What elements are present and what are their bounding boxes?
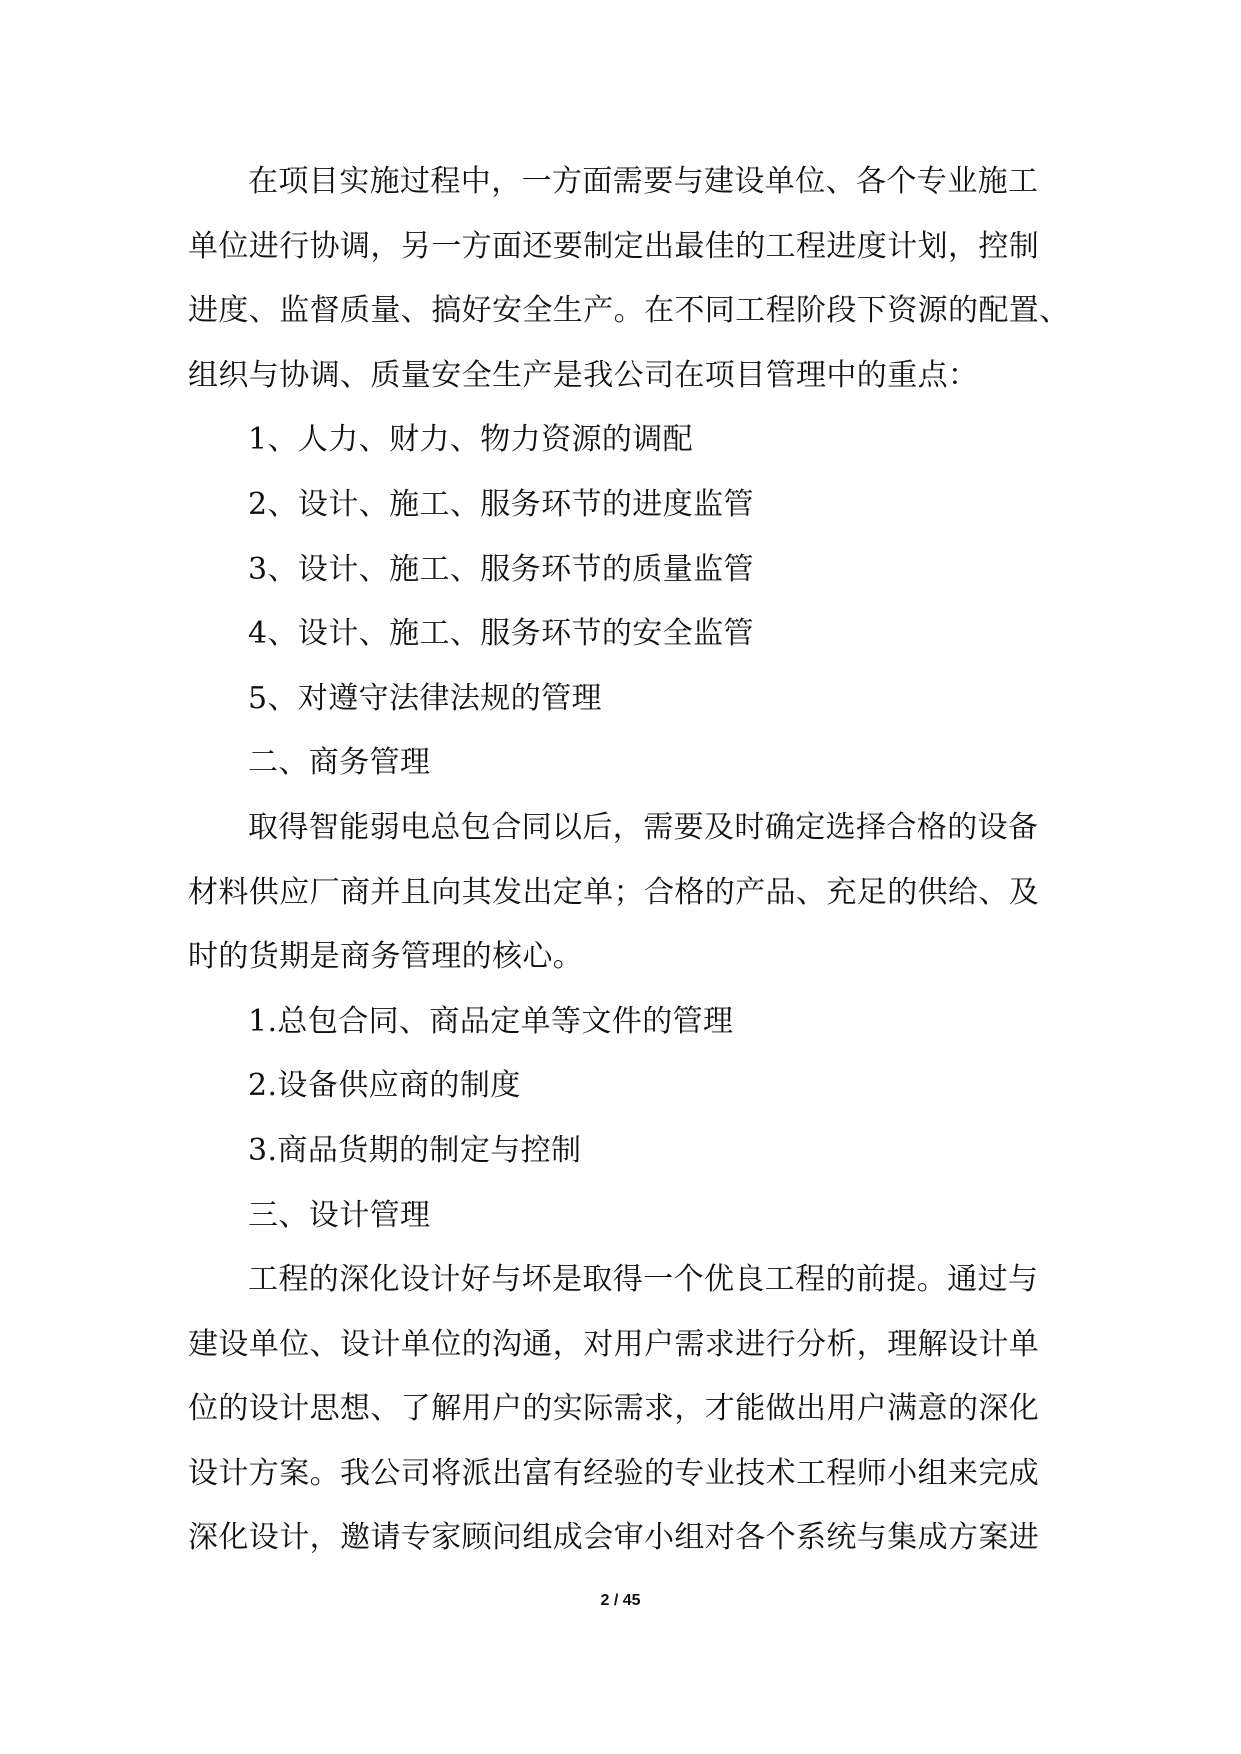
list-item: 2、设计、施工、服务环节的进度监管 <box>248 486 754 522</box>
list-item: 1.总包合同、商品定单等文件的管理 <box>248 1003 734 1039</box>
paragraph-line: 单位进行协调，另一方面还要制定出最佳的工程进度计划，控制 <box>188 228 1040 264</box>
paragraph-line: 取得智能弱电总包合同以后，需要及时确定选择合格的设备 <box>248 809 1039 845</box>
paragraph-line: 进度、监督质量、搞好安全生产。在不同工程阶段下资源的配置、 <box>188 293 1070 329</box>
section-heading: 三、设计管理 <box>248 1197 431 1233</box>
list-item: 2.设备供应商的制度 <box>248 1068 521 1104</box>
list-item: 3、设计、施工、服务环节的质量监管 <box>248 551 754 587</box>
paragraph-line: 工程的深化设计好与坏是取得一个优良工程的前提。通过与 <box>248 1262 1039 1298</box>
document-body <box>188 150 1070 1571</box>
paragraph-line: 建设单位、设计单位的沟通，对用户需求进行分析，理解设计单 <box>188 1326 1040 1362</box>
paragraph-line: 时的货期是商务管理的核心。 <box>188 939 584 975</box>
section-heading: 二、商务管理 <box>248 745 431 781</box>
list-item: 3.商品货期的制定与控制 <box>248 1132 582 1168</box>
list-item: 1、人力、财力、物力资源的调配 <box>248 422 694 458</box>
list-item: 4、设计、施工、服务环节的安全监管 <box>248 616 754 652</box>
paragraph-line: 材料供应厂商并且向其发出定单；合格的产品、充足的供给、及 <box>188 874 1040 910</box>
paragraph-line: 在项目实施过程中，一方面需要与建设单位、各个专业施工 <box>248 164 1039 199</box>
paragraph-line: 深化设计，邀请专家顾问组成会审小组对各个系统与集成方案进 <box>188 1520 1040 1556</box>
page-number: 2 / 45 <box>600 1592 641 1609</box>
paragraph-line: 设计方案。我公司将派出富有经验的专业技术工程师小组来完成 <box>188 1455 1040 1491</box>
paragraph-line: 位的设计思想、了解用户的实际需求，才能做出用户满意的深化 <box>188 1391 1040 1427</box>
list-item: 5、对遵守法律法规的管理 <box>248 680 602 716</box>
paragraph-line: 组织与协调、质量安全生产是我公司在项目管理中的重点： <box>188 357 979 393</box>
